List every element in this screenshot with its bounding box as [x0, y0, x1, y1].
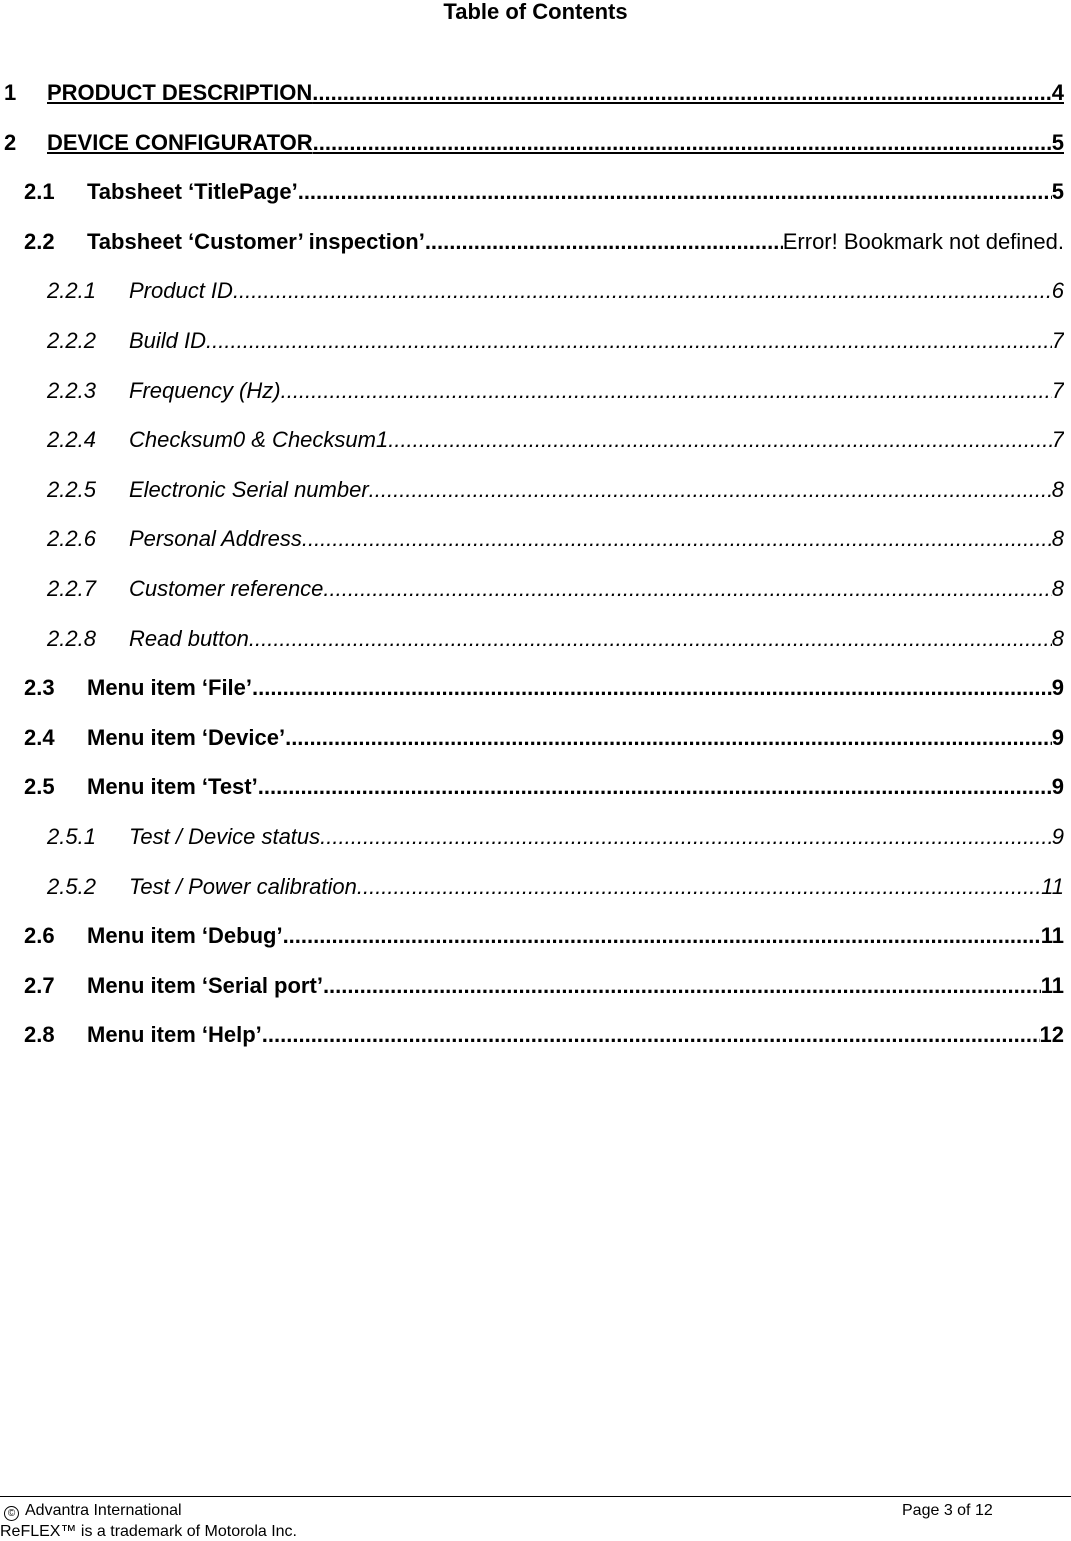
- trademark-note: ReFLEX™ is a trademark of Motorola Inc.: [0, 1523, 297, 1540]
- dot-leader: [302, 526, 1052, 552]
- toc-entry-page: 12: [1039, 1022, 1064, 1047]
- toc-entry-title: Checksum0 & Checksum1: [129, 427, 389, 452]
- toc-entry-title: Test / Power calibration: [129, 874, 357, 899]
- toc-entry-title: Electronic Serial number: [129, 477, 369, 502]
- footer-divider: [0, 1496, 1071, 1497]
- toc-entry-title: Personal Address: [129, 526, 302, 551]
- toc-entry-number: 2.2.6: [47, 526, 96, 551]
- toc-entry-number: 2.5: [24, 774, 55, 799]
- page-number: Page 3 of 12: [902, 1502, 993, 1519]
- toc-entry-page: 9: [1051, 675, 1064, 700]
- toc-entry-title: Test / Device status: [129, 824, 321, 849]
- toc-entry-page: 8: [1051, 576, 1064, 601]
- dot-leader: [312, 80, 1052, 106]
- toc-entry-page: 11: [1040, 973, 1064, 998]
- toc-entry-title: PRODUCT DESCRIPTION: [47, 80, 313, 105]
- toc-entry-number: 2.2.2: [47, 328, 96, 353]
- toc-entry-number: 2.2: [24, 229, 55, 254]
- dot-leader: [258, 774, 1052, 800]
- dot-leader: [262, 1022, 1040, 1048]
- dot-leader: [425, 229, 783, 255]
- dot-leader: [285, 725, 1052, 751]
- dot-leader: [323, 576, 1051, 602]
- toc-entry-page: 5: [1051, 179, 1064, 204]
- toc-entry-title: Frequency (Hz): [129, 378, 281, 403]
- toc-entry-title: Menu item ‘Help’: [87, 1022, 262, 1047]
- dot-leader: [206, 328, 1052, 354]
- footer-company: [4, 1501, 182, 1521]
- dot-leader: [233, 278, 1052, 304]
- toc-entry[interactable]: [0, 270, 1064, 304]
- toc-entry[interactable]: [0, 866, 1064, 900]
- toc-entry-page: Error! Bookmark not defined.: [782, 229, 1064, 254]
- dot-leader: [249, 626, 1052, 652]
- toc-entry-number: 2.2.8: [47, 626, 96, 651]
- toc-entry[interactable]: [0, 965, 1064, 999]
- toc-entry-number: 2.8: [24, 1022, 55, 1047]
- toc-entry-title: DEVICE CONFIGURATOR: [47, 130, 313, 155]
- toc-entry-number: 2.5.1: [47, 824, 96, 849]
- toc-entry-title: Build ID: [129, 328, 207, 353]
- company-name: Advantra International: [25, 1502, 182, 1519]
- toc-entry-number: 2.2.7: [47, 576, 96, 601]
- toc-entry-title: Menu item ‘Debug’: [87, 923, 283, 948]
- toc-entry-page: 7: [1051, 328, 1064, 353]
- dot-leader: [252, 675, 1052, 701]
- toc-entry-title: Menu item ‘Serial port’: [87, 973, 323, 998]
- toc-entry[interactable]: [0, 518, 1064, 552]
- toc-entry-title: Menu item ‘File’: [87, 675, 253, 700]
- toc-entry-number: 2.2.4: [47, 427, 96, 452]
- dot-leader: [369, 477, 1052, 503]
- toc-entry-number: 2.3: [24, 675, 55, 700]
- toc-entry-page: 4: [1051, 80, 1064, 105]
- dot-leader: [298, 179, 1052, 205]
- toc-entry[interactable]: [0, 171, 1064, 205]
- toc-entry[interactable]: [0, 618, 1064, 652]
- toc-entry-page: 11: [1040, 923, 1064, 948]
- toc-entry[interactable]: [0, 469, 1064, 503]
- toc-entry[interactable]: [0, 717, 1064, 751]
- toc-entry-page: 5: [1051, 130, 1064, 155]
- toc-entry[interactable]: [0, 370, 1064, 404]
- toc-entry[interactable]: [0, 122, 1064, 156]
- toc-entry-number: 2.2.3: [47, 378, 96, 403]
- toc-entry-page: 9: [1051, 824, 1064, 849]
- toc-entry-number: 2.2.1: [47, 278, 96, 303]
- toc-entry[interactable]: [0, 568, 1064, 602]
- dot-leader: [281, 378, 1052, 404]
- toc-entry-title: Customer reference: [129, 576, 324, 601]
- toc-entry-title: Product ID: [129, 278, 233, 303]
- toc-entry-number: 2.6: [24, 923, 55, 948]
- dot-leader: [320, 824, 1052, 850]
- toc-entry-number: 2.7: [24, 973, 55, 998]
- toc-entry[interactable]: [0, 221, 1064, 255]
- toc-entry[interactable]: [0, 915, 1064, 949]
- toc-entry-number: 2.2.5: [47, 477, 96, 502]
- toc-entry-number: 2.4: [24, 725, 55, 750]
- page-title: Table of Contents: [443, 0, 628, 24]
- toc-entry[interactable]: [0, 667, 1064, 701]
- toc-entry[interactable]: [0, 419, 1064, 453]
- dot-leader: [388, 427, 1052, 453]
- toc-entry-page: 7: [1051, 427, 1064, 452]
- toc-entry-title: Tabsheet ‘Customer’ inspection’: [87, 229, 425, 254]
- toc-entry[interactable]: [0, 1014, 1064, 1048]
- toc-entry-page: 11: [1041, 874, 1064, 899]
- toc-entry-page: 6: [1051, 278, 1064, 303]
- toc-entry-number: 2: [4, 130, 17, 155]
- copyright-icon: ©: [4, 1506, 19, 1521]
- dot-leader: [357, 874, 1041, 900]
- toc-entry-page: 8: [1051, 477, 1064, 502]
- dot-leader: [313, 130, 1052, 156]
- toc-entry-page: 8: [1051, 626, 1064, 651]
- toc-entry-title: Read button: [129, 626, 249, 651]
- toc-entry-title: Menu item ‘Device’: [87, 725, 286, 750]
- toc-entry-page: 9: [1051, 725, 1064, 750]
- toc-entry-page: 7: [1051, 378, 1064, 403]
- toc-entry-number: 1: [4, 80, 17, 105]
- toc-entry-page: 8: [1051, 526, 1064, 551]
- toc-entry[interactable]: [0, 766, 1064, 800]
- toc-entry[interactable]: [0, 816, 1064, 850]
- toc-entry[interactable]: [0, 320, 1064, 354]
- dot-leader: [323, 973, 1041, 999]
- toc-entry[interactable]: [0, 72, 1064, 106]
- toc-entry-title: Tabsheet ‘TitlePage’: [87, 179, 298, 204]
- toc-entry-number: 2.5.2: [47, 874, 96, 899]
- dot-leader: [283, 923, 1041, 949]
- toc-entry-page: 9: [1051, 774, 1064, 799]
- toc-entry-title: Menu item ‘Test’: [87, 774, 258, 799]
- toc-entry-number: 2.1: [24, 179, 55, 204]
